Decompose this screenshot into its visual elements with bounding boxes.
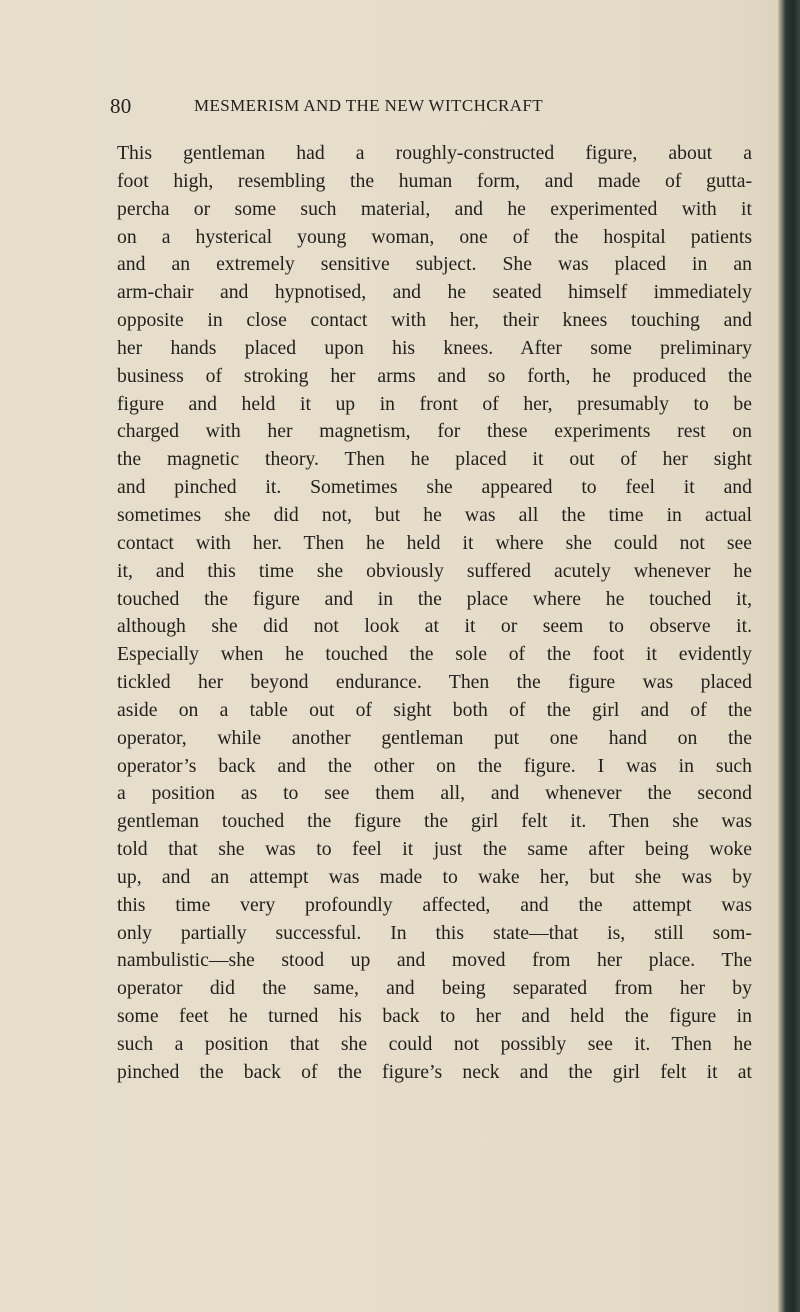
text-line: figure and held it up in front of her, presumably to be [117, 392, 752, 415]
text-line: her hands placed upon his knees. After some preliminary [117, 336, 752, 359]
text-line: only partially successful. In this state—that is, still som- [117, 921, 752, 944]
text-line: nambulistic—she stood up and moved from her place. The [117, 949, 752, 972]
text-line: touched the figure and in the place where he touched it, [117, 587, 752, 610]
text-line: and an extremely sensitive subject. She was placed in an [117, 253, 752, 276]
running-title: MESMERISM AND THE NEW WITCHCRAFT [194, 96, 544, 115]
text-line: operator, while another gentleman put one hand on the [117, 726, 752, 749]
text-line: aside on a table out of sight both of the girl and of the [117, 698, 752, 721]
body-text [117, 140, 752, 1087]
text-line: this time very profoundly affected, and the attempt was [117, 893, 752, 916]
text-line: pinched the back of the figure’s neck and the girl felt it at [117, 1060, 752, 1083]
text-line: and pinched it. Sometimes she appeared to feel it and [117, 476, 752, 499]
text-line: arm-chair and hypnotised, and he seated himself immediately [117, 281, 752, 304]
text-line: tickled her beyond endurance. Then the figure was placed [117, 671, 752, 694]
text-line: business of stroking her arms and so forth, he produced the [117, 364, 752, 387]
text-line: operator’s back and the other on the figure. I was in such [117, 754, 752, 777]
text-line: operator did the same, and being separated from her by [117, 977, 752, 1000]
text-line: This gentleman had a roughly-constructed figure, about a [117, 142, 752, 164]
text-line: gentleman touched the figure the girl felt it. Then she was [117, 810, 752, 833]
text-line: contact with her. Then he held it where she could not see [117, 531, 752, 554]
page-number: 80 [110, 94, 132, 118]
text-line: a position as to see them all, and whenever the second [117, 782, 752, 805]
book-spine-edge [778, 0, 800, 1312]
text-line: the magnetic theory. Then he placed it out of her sight [117, 448, 752, 471]
text-line: although she did not look at it or seem to observe it. [117, 615, 752, 638]
text-line: percha or some such material, and he experimented with it [117, 197, 752, 220]
running-head [110, 94, 750, 118]
text-line: opposite in close contact with her, their knees touching and [117, 309, 752, 332]
text-line: some feet he turned his back to her and held the figure in [117, 1005, 752, 1028]
text-line: charged with her magnetism, for these experiments rest on [117, 420, 752, 443]
text-line: up, and an attempt was made to wake her, but she was by [117, 865, 752, 888]
text-line: on a hysterical young woman, one of the hospital patients [117, 225, 752, 248]
text-line: such a position that she could not possibly see it. Then he [117, 1033, 752, 1055]
text-line: Especially when he touched the sole of the foot it evidently [117, 643, 752, 666]
text-line: it, and this time she obviously suffered acutely whenever he [117, 559, 752, 582]
text-line: told that she was to feel it just the same after being woke [117, 838, 752, 861]
text-line: sometimes she did not, but he was all the time in actual [117, 503, 752, 526]
text-line: foot high, resembling the human form, and made of gutta- [117, 169, 752, 192]
